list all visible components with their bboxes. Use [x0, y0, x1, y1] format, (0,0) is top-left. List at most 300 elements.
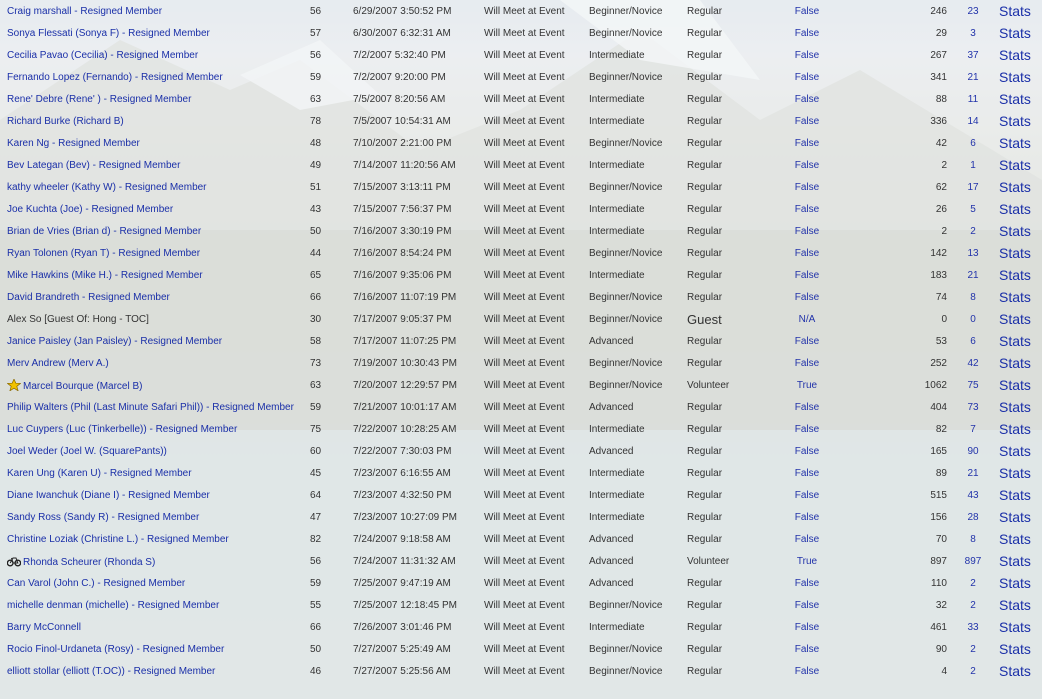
- age-cell: 60: [310, 445, 322, 457]
- rider-type-cell: Regular: [687, 27, 723, 39]
- table-row: [0, 352, 1042, 374]
- recent-count-link[interactable]: 21: [967, 467, 979, 479]
- meeting-point-cell: Will Meet at Event: [484, 115, 565, 127]
- skill-level-cell: Intermediate: [589, 93, 645, 105]
- recent-count-link[interactable]: 0: [970, 313, 976, 325]
- member-name-link[interactable]: Sandy Ross (Sandy R) - Resigned Member: [7, 511, 200, 523]
- signup-date-cell: 7/24/2007 9:18:58 AM: [353, 533, 451, 545]
- meeting-point-cell: Will Meet at Event: [484, 379, 565, 391]
- skill-level-cell: Advanced: [589, 555, 634, 567]
- member-name-link[interactable]: Fernando Lopez (Fernando) - Resigned Member: [7, 71, 223, 83]
- age-cell: 56: [310, 555, 322, 567]
- table-row: [0, 440, 1042, 462]
- rides-count-cell: 165: [930, 445, 947, 457]
- rider-type-cell: Volunteer: [687, 555, 730, 567]
- skill-level-cell: Beginner/Novice: [589, 5, 663, 17]
- recent-count-link[interactable]: 3: [970, 27, 976, 39]
- recent-count-link[interactable]: 37: [967, 49, 979, 61]
- skill-level-cell: Beginner/Novice: [589, 599, 663, 611]
- recent-count-link[interactable]: 21: [967, 269, 979, 281]
- stats-link[interactable]: Stats: [999, 223, 1031, 239]
- age-cell: 55: [310, 599, 322, 611]
- table-row: [0, 462, 1042, 484]
- member-cell: [0, 22, 310, 44]
- table-row: [0, 242, 1042, 264]
- volunteer-flag-cell: False: [794, 247, 820, 259]
- stats-link[interactable]: Stats: [999, 157, 1031, 173]
- signup-date-cell: 7/19/2007 10:30:43 PM: [353, 357, 457, 369]
- table-row: [0, 374, 1042, 396]
- stats-link[interactable]: Stats: [999, 333, 1031, 349]
- skill-level-cell: Intermediate: [589, 489, 645, 501]
- rider-type-cell: Volunteer: [687, 379, 730, 391]
- skill-level-cell: Beginner/Novice: [589, 71, 663, 83]
- member-name-link[interactable]: Mike Hawkins (Mike H.) - Resigned Member: [7, 269, 203, 281]
- recent-count-link[interactable]: 21: [967, 71, 979, 83]
- member-name-link[interactable]: Rocio Finol-Urdaneta (Rosy) - Resigned Member: [7, 643, 225, 655]
- member-name-link[interactable]: Janice Paisley (Jan Paisley) - Resigned Member: [7, 335, 223, 347]
- rider-type-cell: Regular: [687, 599, 723, 611]
- signup-date-cell: 7/16/2007 11:07:19 PM: [353, 291, 457, 303]
- recent-count-link[interactable]: 73: [967, 401, 979, 413]
- member-name-link[interactable]: Brian de Vries (Brian d) - Resigned Member: [7, 225, 202, 237]
- recent-count-link[interactable]: 43: [967, 489, 979, 501]
- age-cell: 44: [310, 247, 322, 259]
- meeting-point-cell: Will Meet at Event: [484, 203, 565, 215]
- rides-count-cell: 4: [941, 665, 947, 677]
- volunteer-flag-cell: False: [794, 159, 820, 171]
- table-row: [0, 660, 1042, 682]
- skill-level-cell: Intermediate: [589, 49, 645, 61]
- signup-date-cell: 7/27/2007 5:25:56 AM: [353, 665, 451, 677]
- stats-link[interactable]: Stats: [999, 377, 1031, 393]
- table-row: [0, 506, 1042, 528]
- rides-count-cell: 461: [930, 621, 947, 633]
- table-row: [0, 286, 1042, 308]
- table-row: [0, 22, 1042, 44]
- skill-level-cell: Intermediate: [589, 115, 645, 127]
- rides-count-cell: 89: [935, 467, 947, 479]
- member-name-link[interactable]: kathy wheeler (Kathy W) - Resigned Member: [7, 181, 207, 193]
- member-name-link[interactable]: Craig marshall - Resigned Member: [7, 5, 163, 17]
- rider-type-cell: Regular: [687, 71, 723, 83]
- signup-date-cell: 7/25/2007 12:18:45 PM: [353, 599, 457, 611]
- table-row: [0, 88, 1042, 110]
- member-cell: [0, 528, 310, 550]
- stats-link[interactable]: Stats: [999, 421, 1031, 437]
- table-row: [0, 132, 1042, 154]
- signup-date-cell: 7/5/2007 8:20:56 AM: [353, 93, 446, 105]
- stats-link[interactable]: Stats: [999, 135, 1031, 151]
- skill-level-cell: Intermediate: [589, 621, 645, 633]
- age-cell: 59: [310, 71, 322, 83]
- meeting-point-cell: Will Meet at Event: [484, 225, 565, 237]
- age-cell: 51: [310, 181, 322, 193]
- skill-level-cell: Intermediate: [589, 225, 645, 237]
- recent-count-link[interactable]: 42: [967, 357, 979, 369]
- stats-link[interactable]: Stats: [999, 179, 1031, 195]
- member-name-link[interactable]: Barry McConnell: [7, 621, 81, 633]
- stats-link[interactable]: Stats: [999, 487, 1031, 503]
- rider-type-cell: Regular: [687, 159, 723, 171]
- skill-level-cell: Advanced: [589, 445, 634, 457]
- volunteer-flag-cell: False: [794, 489, 820, 501]
- stats-link[interactable]: Stats: [999, 465, 1031, 481]
- age-cell: 46: [310, 665, 322, 677]
- volunteer-flag-cell: False: [794, 335, 820, 347]
- rides-count-cell: 82: [935, 423, 947, 435]
- stats-link[interactable]: Stats: [999, 289, 1031, 305]
- rider-type-cell: Regular: [687, 115, 723, 127]
- age-cell: 64: [310, 489, 322, 501]
- meeting-point-cell: Will Meet at Event: [484, 291, 565, 303]
- stats-link[interactable]: Stats: [999, 553, 1031, 569]
- member-name-link[interactable]: Rene' Debre (Rene' ) - Resigned Member: [7, 93, 192, 105]
- signup-date-cell: 7/16/2007 8:54:24 PM: [353, 247, 452, 259]
- rides-count-cell: 1062: [924, 379, 947, 391]
- recent-count-link[interactable]: 8: [970, 533, 976, 545]
- signup-date-cell: 7/20/2007 12:29:57 PM: [353, 379, 457, 391]
- volunteer-flag-cell: False: [794, 137, 820, 149]
- meeting-point-cell: Will Meet at Event: [484, 467, 565, 479]
- member-name-link[interactable]: Can Varol (John C.) - Resigned Member: [7, 577, 186, 589]
- rider-type-cell: Regular: [687, 93, 723, 105]
- member-cell: [0, 440, 310, 462]
- skill-level-cell: Intermediate: [589, 159, 645, 171]
- member-cell: [0, 308, 310, 330]
- volunteer-flag-cell: False: [794, 5, 820, 17]
- member-cell: [0, 132, 310, 154]
- meeting-point-cell: Will Meet at Event: [484, 489, 565, 501]
- member-cell: [0, 330, 310, 352]
- rides-count-cell: 2: [941, 225, 947, 237]
- volunteer-flag-cell: False: [794, 445, 820, 457]
- volunteer-flag-cell: False: [794, 203, 820, 215]
- rider-type-cell: Regular: [687, 467, 723, 479]
- recent-count-link[interactable]: 2: [970, 665, 976, 677]
- stats-link[interactable]: Stats: [999, 47, 1031, 63]
- member-name-link[interactable]: Richard Burke (Richard B): [7, 115, 124, 127]
- meeting-point-cell: Will Meet at Event: [484, 401, 565, 413]
- stats-link[interactable]: Stats: [999, 25, 1031, 41]
- member-cell: [0, 66, 310, 88]
- signup-date-cell: 7/21/2007 10:01:17 AM: [353, 401, 457, 413]
- signup-date-cell: 7/17/2007 9:05:37 PM: [353, 313, 452, 325]
- meeting-point-cell: Will Meet at Event: [484, 665, 565, 677]
- member-name-link[interactable]: elliott stollar (elliott (T.OC)) - Resigned Member: [7, 665, 216, 677]
- member-cell: [0, 286, 310, 308]
- member-name-link[interactable]: Christine Loziak (Christine L.) - Resigned Member: [7, 533, 229, 545]
- member-cell: [0, 638, 310, 660]
- table-row: [0, 44, 1042, 66]
- stats-link[interactable]: Stats: [999, 575, 1031, 591]
- recent-count-link[interactable]: 28: [967, 511, 979, 523]
- meeting-point-cell: Will Meet at Event: [484, 533, 565, 545]
- member-cell: [0, 264, 310, 286]
- age-cell: 49: [310, 159, 322, 171]
- volunteer-flag-cell: False: [794, 71, 820, 83]
- skill-level-cell: Advanced: [589, 401, 634, 413]
- member-name-link[interactable]: Marcel Bourque (Marcel B): [23, 380, 143, 392]
- member-name-link[interactable]: David Brandreth - Resigned Member: [7, 291, 170, 303]
- table-row: [0, 66, 1042, 88]
- signup-date-cell: 7/25/2007 9:47:19 AM: [353, 577, 451, 589]
- volunteer-flag-cell: False: [794, 643, 820, 655]
- age-cell: 57: [310, 27, 322, 39]
- meeting-point-cell: Will Meet at Event: [484, 599, 565, 611]
- rider-type-cell: Regular: [687, 577, 723, 589]
- rides-count-cell: 252: [930, 357, 947, 369]
- age-cell: 47: [310, 511, 322, 523]
- bicycle-icon: [7, 555, 21, 567]
- recent-count-link[interactable]: 897: [964, 555, 982, 567]
- stats-link[interactable]: Stats: [999, 443, 1031, 459]
- member-cell: [0, 506, 310, 528]
- volunteer-flag-cell: False: [794, 27, 820, 39]
- stats-link[interactable]: Stats: [999, 663, 1031, 679]
- member-name-link[interactable]: Diane Iwanchuk (Diane I) - Resigned Member: [7, 489, 210, 501]
- rides-count-cell: 267: [930, 49, 947, 61]
- rides-count-cell: 897: [930, 555, 947, 567]
- rider-type-cell: Guest: [687, 311, 722, 327]
- meeting-point-cell: Will Meet at Event: [484, 621, 565, 633]
- meeting-point-cell: Will Meet at Event: [484, 643, 565, 655]
- table-row: [0, 198, 1042, 220]
- member-cell: [0, 242, 310, 264]
- table-row: [0, 572, 1042, 594]
- meeting-point-cell: Will Meet at Event: [484, 27, 565, 39]
- member-name-link[interactable]: michelle denman (michelle) - Resigned Member: [7, 599, 220, 611]
- rider-type-cell: Regular: [687, 357, 723, 369]
- member-name-link[interactable]: Ryan Tolonen (Ryan T) - Resigned Member: [7, 247, 201, 259]
- age-cell: 65: [310, 269, 322, 281]
- rides-count-cell: 26: [935, 203, 947, 215]
- meeting-point-cell: Will Meet at Event: [484, 93, 565, 105]
- member-cell: [0, 0, 310, 22]
- age-cell: 82: [310, 533, 322, 545]
- member-cell: [0, 374, 310, 396]
- signup-date-cell: 7/15/2007 7:56:37 PM: [353, 203, 452, 215]
- age-cell: 78: [310, 115, 322, 127]
- rider-type-cell: Regular: [687, 511, 723, 523]
- table-row: [0, 264, 1042, 286]
- rider-type-cell: Regular: [687, 49, 723, 61]
- age-cell: 63: [310, 93, 322, 105]
- table-row: [0, 308, 1042, 330]
- age-cell: 59: [310, 577, 322, 589]
- volunteer-flag-cell: False: [794, 467, 820, 479]
- rides-count-cell: 74: [935, 291, 947, 303]
- skill-level-cell: Beginner/Novice: [589, 137, 663, 149]
- skill-level-cell: Intermediate: [589, 203, 645, 215]
- skill-level-cell: Beginner/Novice: [589, 27, 663, 39]
- stats-link[interactable]: Stats: [999, 509, 1031, 525]
- member-name-link[interactable]: Karen Ng - Resigned Member: [7, 137, 140, 149]
- meeting-point-cell: Will Meet at Event: [484, 137, 565, 149]
- signup-date-cell: 7/22/2007 10:28:25 AM: [353, 423, 457, 435]
- rider-type-cell: Regular: [687, 181, 723, 193]
- stats-link[interactable]: Stats: [999, 245, 1031, 261]
- rider-type-cell: Regular: [687, 203, 723, 215]
- age-cell: 30: [310, 313, 322, 325]
- signup-date-cell: 7/27/2007 5:25:49 AM: [353, 643, 451, 655]
- age-cell: 45: [310, 467, 322, 479]
- volunteer-flag-cell: False: [794, 599, 820, 611]
- recent-count-link[interactable]: 2: [970, 599, 976, 611]
- member-name-link[interactable]: Bev Lategan (Bev) - Resigned Member: [7, 159, 181, 171]
- member-cell: [0, 462, 310, 484]
- volunteer-flag-cell: N/A: [798, 313, 816, 325]
- member-name-link[interactable]: Philip Walters (Phil (Last Minute Safari Phil)) - Resigned Member: [7, 401, 294, 413]
- member-name-link[interactable]: Luc Cuypers (Luc (Tinkerbelle)) - Resigned Member: [7, 423, 238, 435]
- age-cell: 75: [310, 423, 322, 435]
- table-row: [0, 0, 1042, 22]
- signup-date-cell: 7/22/2007 7:30:03 PM: [353, 445, 452, 457]
- signup-date-cell: 7/17/2007 11:07:25 PM: [353, 335, 457, 347]
- table-row: [0, 176, 1042, 198]
- member-name-link[interactable]: Karen Ung (Karen U) - Resigned Member: [7, 467, 192, 479]
- stats-link[interactable]: Stats: [999, 3, 1031, 19]
- member-cell: [0, 418, 310, 440]
- stats-link[interactable]: Stats: [999, 531, 1031, 547]
- member-cell: [0, 44, 310, 66]
- stats-link[interactable]: Stats: [999, 311, 1031, 327]
- signup-date-cell: 6/29/2007 3:50:52 PM: [353, 5, 452, 17]
- stats-link[interactable]: Stats: [999, 201, 1031, 217]
- signup-date-cell: 7/16/2007 3:30:19 PM: [353, 225, 452, 237]
- signup-date-cell: 7/5/2007 10:54:31 AM: [353, 115, 451, 127]
- recent-count-link[interactable]: 75: [967, 379, 979, 391]
- rider-type-cell: Regular: [687, 137, 723, 149]
- table-row: [0, 220, 1042, 242]
- stats-link[interactable]: Stats: [999, 267, 1031, 283]
- meeting-point-cell: Will Meet at Event: [484, 71, 565, 83]
- rider-type-cell: Regular: [687, 5, 723, 17]
- member-cell: [0, 594, 310, 616]
- member-name-link[interactable]: Sonya Flessati (Sonya F) - Resigned Member: [7, 27, 210, 39]
- table-row: [0, 594, 1042, 616]
- skill-level-cell: Intermediate: [589, 423, 645, 435]
- stats-link[interactable]: Stats: [999, 619, 1031, 635]
- rider-type-cell: Regular: [687, 335, 723, 347]
- rides-count-cell: 0: [941, 313, 947, 325]
- skill-level-cell: Beginner/Novice: [589, 643, 663, 655]
- recent-count-link[interactable]: 2: [970, 577, 976, 589]
- recent-count-link[interactable]: 5: [970, 203, 976, 215]
- stats-link[interactable]: Stats: [999, 113, 1031, 129]
- meeting-point-cell: Will Meet at Event: [484, 445, 565, 457]
- volunteer-flag-cell: False: [794, 225, 820, 237]
- recent-count-link[interactable]: 8: [970, 291, 976, 303]
- rides-count-cell: 53: [935, 335, 947, 347]
- stats-link[interactable]: Stats: [999, 91, 1031, 107]
- skill-level-cell: Beginner/Novice: [589, 665, 663, 677]
- recent-count-link[interactable]: 7: [970, 423, 976, 435]
- volunteer-flag-cell: False: [794, 115, 820, 127]
- rides-count-cell: 62: [935, 181, 947, 193]
- member-name-link[interactable]: Joel Weder (Joel W. (SquarePants)): [7, 445, 167, 457]
- stats-link[interactable]: Stats: [999, 597, 1031, 613]
- member-name-link[interactable]: Joe Kuchta (Joe) - Resigned Member: [7, 203, 174, 215]
- rides-count-cell: 336: [930, 115, 947, 127]
- table-row: [0, 154, 1042, 176]
- rider-type-cell: Regular: [687, 291, 723, 303]
- stats-link[interactable]: Stats: [999, 399, 1031, 415]
- member-cell: [0, 616, 310, 638]
- meeting-point-cell: Will Meet at Event: [484, 511, 565, 523]
- volunteer-flag-cell: False: [794, 93, 820, 105]
- rides-count-cell: 142: [930, 247, 947, 259]
- volunteer-flag-cell: False: [794, 533, 820, 545]
- volunteer-flag-cell: False: [794, 49, 820, 61]
- table-row: [0, 484, 1042, 506]
- volunteer-flag-cell: False: [794, 401, 820, 413]
- rider-type-cell: Regular: [687, 423, 723, 435]
- age-cell: 66: [310, 621, 322, 633]
- rider-type-cell: Regular: [687, 489, 723, 501]
- volunteer-flag-cell: True: [796, 555, 818, 567]
- skill-level-cell: Beginner/Novice: [589, 379, 663, 391]
- skill-level-cell: Advanced: [589, 577, 634, 589]
- stats-link[interactable]: Stats: [999, 355, 1031, 371]
- meeting-point-cell: Will Meet at Event: [484, 357, 565, 369]
- recent-count-link[interactable]: 1: [970, 159, 976, 171]
- recent-count-link[interactable]: 14: [967, 115, 979, 127]
- recent-count-link[interactable]: 6: [970, 335, 976, 347]
- member-name-link[interactable]: Merv Andrew (Merv A.): [7, 357, 109, 369]
- recent-count-link[interactable]: 17: [967, 181, 979, 193]
- table-row: [0, 330, 1042, 352]
- rides-count-cell: 88: [935, 93, 947, 105]
- member-cell: [0, 550, 310, 572]
- signup-date-cell: 7/16/2007 9:35:06 PM: [353, 269, 452, 281]
- volunteer-flag-cell: False: [794, 511, 820, 523]
- stats-link[interactable]: Stats: [999, 69, 1031, 85]
- recent-count-link[interactable]: 90: [967, 445, 979, 457]
- meeting-point-cell: Will Meet at Event: [484, 423, 565, 435]
- rider-type-cell: Regular: [687, 445, 723, 457]
- skill-level-cell: Beginner/Novice: [589, 181, 663, 193]
- meeting-point-cell: Will Meet at Event: [484, 49, 565, 61]
- recent-count-link[interactable]: 6: [970, 137, 976, 149]
- recent-count-link[interactable]: 23: [967, 5, 979, 17]
- age-cell: 66: [310, 291, 322, 303]
- age-cell: 56: [310, 5, 322, 17]
- rides-count-cell: 404: [930, 401, 947, 413]
- rides-count-cell: 156: [930, 511, 947, 523]
- skill-level-cell: Intermediate: [589, 511, 645, 523]
- meeting-point-cell: Will Meet at Event: [484, 555, 565, 567]
- signup-date-cell: 7/10/2007 2:21:00 PM: [353, 137, 452, 149]
- member-name-link[interactable]: Rhonda Scheurer (Rhonda S): [23, 556, 156, 568]
- recent-count-link[interactable]: 2: [970, 225, 976, 237]
- stats-link[interactable]: Stats: [999, 641, 1031, 657]
- table-row: [0, 638, 1042, 660]
- recent-count-link[interactable]: 13: [967, 247, 979, 259]
- age-cell: 50: [310, 225, 322, 237]
- rides-count-cell: 183: [930, 269, 947, 281]
- table-row: [0, 550, 1042, 572]
- recent-count-link[interactable]: 11: [967, 93, 979, 105]
- recent-count-link[interactable]: 33: [967, 621, 979, 633]
- rider-type-cell: Regular: [687, 665, 723, 677]
- signup-date-cell: 7/2/2007 5:32:40 PM: [353, 49, 446, 61]
- rider-type-cell: Regular: [687, 269, 723, 281]
- rides-count-cell: 2: [941, 159, 947, 171]
- recent-count-link[interactable]: 2: [970, 643, 976, 655]
- member-name-link[interactable]: Cecilia Pavao (Cecilia) - Resigned Member: [7, 49, 199, 61]
- rides-count-cell: 32: [935, 599, 947, 611]
